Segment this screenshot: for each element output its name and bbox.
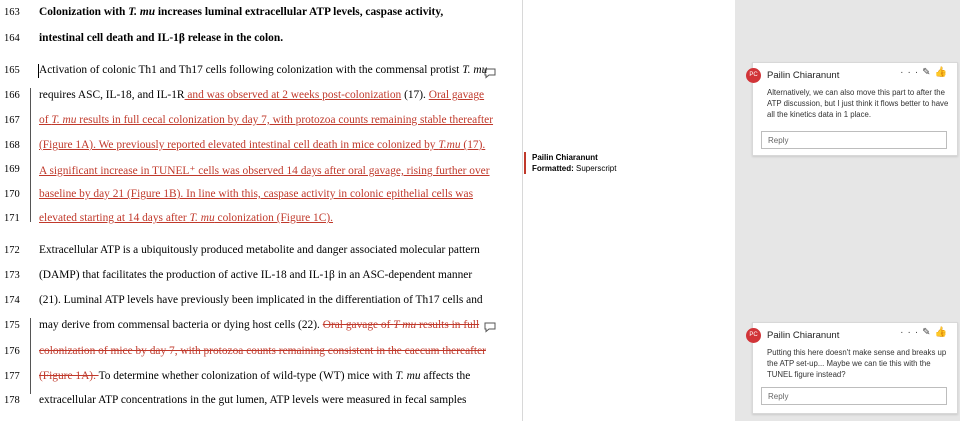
more-options-icon[interactable]: ··· bbox=[900, 67, 923, 78]
inserted-text: (Figure 1A). We previously reported elevated intestinal cell death in mice colonized by bbox=[39, 139, 439, 151]
inserted-text: A significant increase in TUNEL⁺ cells was observed 14 days after oral gavage, rising further over bbox=[39, 165, 490, 177]
line-number: 173 bbox=[4, 270, 20, 281]
reply-input[interactable]: Reply bbox=[761, 131, 947, 149]
document-line[interactable] bbox=[0, 188, 522, 214]
text-cursor bbox=[38, 64, 39, 78]
line-number: 178 bbox=[4, 395, 20, 406]
text-run: (17). bbox=[401, 89, 429, 101]
text-run: increases luminal extracellular ATP levels, caspase activity, bbox=[155, 6, 444, 18]
text-run: affects the bbox=[420, 370, 471, 382]
document-line[interactable] bbox=[0, 89, 522, 115]
inserted-text: T. mu bbox=[189, 212, 215, 224]
document-line[interactable] bbox=[0, 345, 522, 371]
inserted-text: Oral gavage bbox=[428, 89, 485, 101]
deleted-text: T mu bbox=[393, 319, 417, 331]
text-run: Extracellular ATP is a ubiquitously produced metabolite and danger associated molecular pattern bbox=[39, 244, 480, 256]
line-text[interactable] bbox=[39, 370, 469, 382]
comment-author: Pailin Chiaranunt bbox=[767, 70, 840, 81]
format-change-balloon[interactable] bbox=[524, 152, 652, 174]
deleted-text: Oral gavage of bbox=[322, 319, 394, 331]
line-number: 175 bbox=[4, 320, 20, 331]
text-run: Colonization with bbox=[39, 6, 129, 18]
comment-marker-icon[interactable] bbox=[484, 65, 496, 75]
document-line[interactable] bbox=[0, 294, 522, 320]
more-options-icon[interactable]: ··· bbox=[900, 327, 923, 338]
comment-actions bbox=[900, 67, 951, 78]
text-run: of colonic Th1 and Th17 cells following colonization with the commensal protist bbox=[87, 64, 463, 76]
line-text[interactable] bbox=[39, 345, 486, 357]
line-text[interactable] bbox=[39, 114, 494, 126]
inserted-text: colonization (Figure 1C). bbox=[214, 212, 333, 224]
document-line[interactable] bbox=[0, 269, 522, 295]
edit-icon[interactable]: ✎ bbox=[922, 67, 935, 78]
line-number: 170 bbox=[4, 189, 20, 200]
markup-area bbox=[523, 0, 735, 421]
change-bar bbox=[30, 318, 31, 394]
comment-card[interactable] bbox=[749, 322, 958, 414]
line-number: 164 bbox=[4, 33, 20, 44]
deleted-text: colonization of mice by day 7, with protozoa counts remaining consistent in the caecum thereafter bbox=[39, 345, 486, 357]
document-line[interactable] bbox=[0, 6, 522, 32]
format-balloon-author: Pailin Chiaranunt bbox=[532, 153, 598, 162]
line-text[interactable] bbox=[39, 188, 474, 200]
avatar: PC bbox=[746, 328, 761, 343]
comment-author: Pailin Chiaranunt bbox=[767, 330, 840, 341]
format-balloon-label: Formatted: bbox=[532, 164, 574, 173]
text-run: T. mu bbox=[128, 6, 156, 18]
line-text[interactable] bbox=[39, 319, 480, 331]
comment-text: Putting this here doesn't make sense and breaks up the ATP set-up... Maybe we can tie this with the TUNEL figure instead? bbox=[767, 348, 947, 379]
like-icon[interactable]: 👍 bbox=[934, 327, 951, 338]
text-run: (21). Luminal ATP levels have previously been implicated in the differentiation of Th17 cells and bbox=[39, 294, 483, 306]
text-run: (DAMP) that facilitates the production of active IL-18 and IL-1β in an ASC-dependent manner bbox=[39, 269, 473, 281]
reply-input[interactable]: Reply bbox=[761, 387, 947, 405]
document-line[interactable] bbox=[0, 163, 522, 189]
document-line[interactable] bbox=[0, 114, 522, 140]
text-run: extracellular ATP concentrations in the gut lumen, ATP levels were measured in fecal samples bbox=[39, 394, 467, 406]
line-text[interactable] bbox=[39, 139, 486, 151]
line-number: 163 bbox=[4, 7, 20, 18]
document-line[interactable] bbox=[0, 244, 522, 270]
text-run: To determine whether colonization of wild-type (WT) mice with bbox=[98, 370, 396, 382]
line-number: 176 bbox=[4, 346, 20, 357]
line-number: 165 bbox=[4, 65, 20, 76]
inserted-text: T.mu bbox=[438, 139, 461, 151]
line-number: 172 bbox=[4, 245, 20, 256]
line-text[interactable] bbox=[39, 163, 490, 177]
line-text[interactable] bbox=[39, 269, 473, 281]
line-text[interactable] bbox=[39, 32, 469, 44]
avatar: PC bbox=[746, 68, 761, 83]
document-line[interactable] bbox=[0, 64, 522, 90]
inserted-text: of bbox=[39, 114, 52, 126]
document-line[interactable] bbox=[0, 394, 522, 420]
line-number: 169 bbox=[4, 164, 20, 175]
comment-text: Alternatively, we can also move this part to after the ATP discussion, but I just think it flows better to have all the kinetics data in 1 place. bbox=[767, 88, 949, 119]
text-run: T. mu bbox=[462, 64, 488, 76]
line-number: 174 bbox=[4, 295, 20, 306]
inserted-text: baseline by day 21 (Figure 1B). In line with this, caspase activity in colonic epithelial cells was bbox=[39, 188, 474, 200]
line-text[interactable] bbox=[39, 6, 469, 18]
inserted-text: results in full cecal colonization by day 7, with protozoa counts remaining stable thereafter bbox=[76, 114, 494, 126]
line-text[interactable] bbox=[39, 64, 488, 76]
format-balloon-value: Superscript bbox=[576, 164, 617, 173]
comment-actions bbox=[900, 327, 951, 338]
like-icon[interactable]: 👍 bbox=[934, 67, 951, 78]
document-line[interactable] bbox=[0, 139, 522, 165]
text-run: requires ASC, IL-18, and IL-1R bbox=[39, 89, 185, 101]
line-text[interactable] bbox=[39, 394, 469, 406]
document-line[interactable] bbox=[0, 370, 522, 396]
text-run: intestinal cell death and IL-1β release in the colon. bbox=[39, 32, 284, 44]
document-line[interactable] bbox=[0, 32, 522, 58]
text-run: may derive from commensal bacteria or dying host cells (22). bbox=[39, 319, 323, 331]
deleted-text: (Figure 1A). bbox=[39, 370, 99, 382]
line-number: 171 bbox=[4, 213, 20, 224]
document-line[interactable] bbox=[0, 212, 522, 238]
inserted-text: T. mu bbox=[51, 114, 77, 126]
text-run: Activation bbox=[39, 64, 88, 76]
comment-card[interactable] bbox=[749, 62, 958, 156]
document-line[interactable] bbox=[0, 319, 522, 345]
line-number: 168 bbox=[4, 140, 20, 151]
comment-marker-icon[interactable] bbox=[484, 319, 496, 329]
line-number: 167 bbox=[4, 115, 20, 126]
line-text[interactable] bbox=[39, 294, 483, 306]
inserted-text: (17). bbox=[460, 139, 486, 151]
line-text[interactable] bbox=[39, 244, 480, 256]
line-text[interactable] bbox=[39, 89, 485, 101]
inserted-text: and was observed at 2 weeks post-colonization bbox=[184, 89, 402, 101]
inserted-text: elevated starting at 14 days after bbox=[39, 212, 190, 224]
text-run: T. mu bbox=[395, 370, 421, 382]
line-text[interactable] bbox=[39, 212, 469, 224]
edit-icon[interactable]: ✎ bbox=[922, 327, 935, 338]
line-number: 166 bbox=[4, 90, 20, 101]
deleted-text: results in full bbox=[416, 319, 480, 331]
change-bar bbox=[30, 88, 31, 222]
format-balloon-detail bbox=[532, 163, 652, 174]
line-number: 177 bbox=[4, 371, 20, 382]
